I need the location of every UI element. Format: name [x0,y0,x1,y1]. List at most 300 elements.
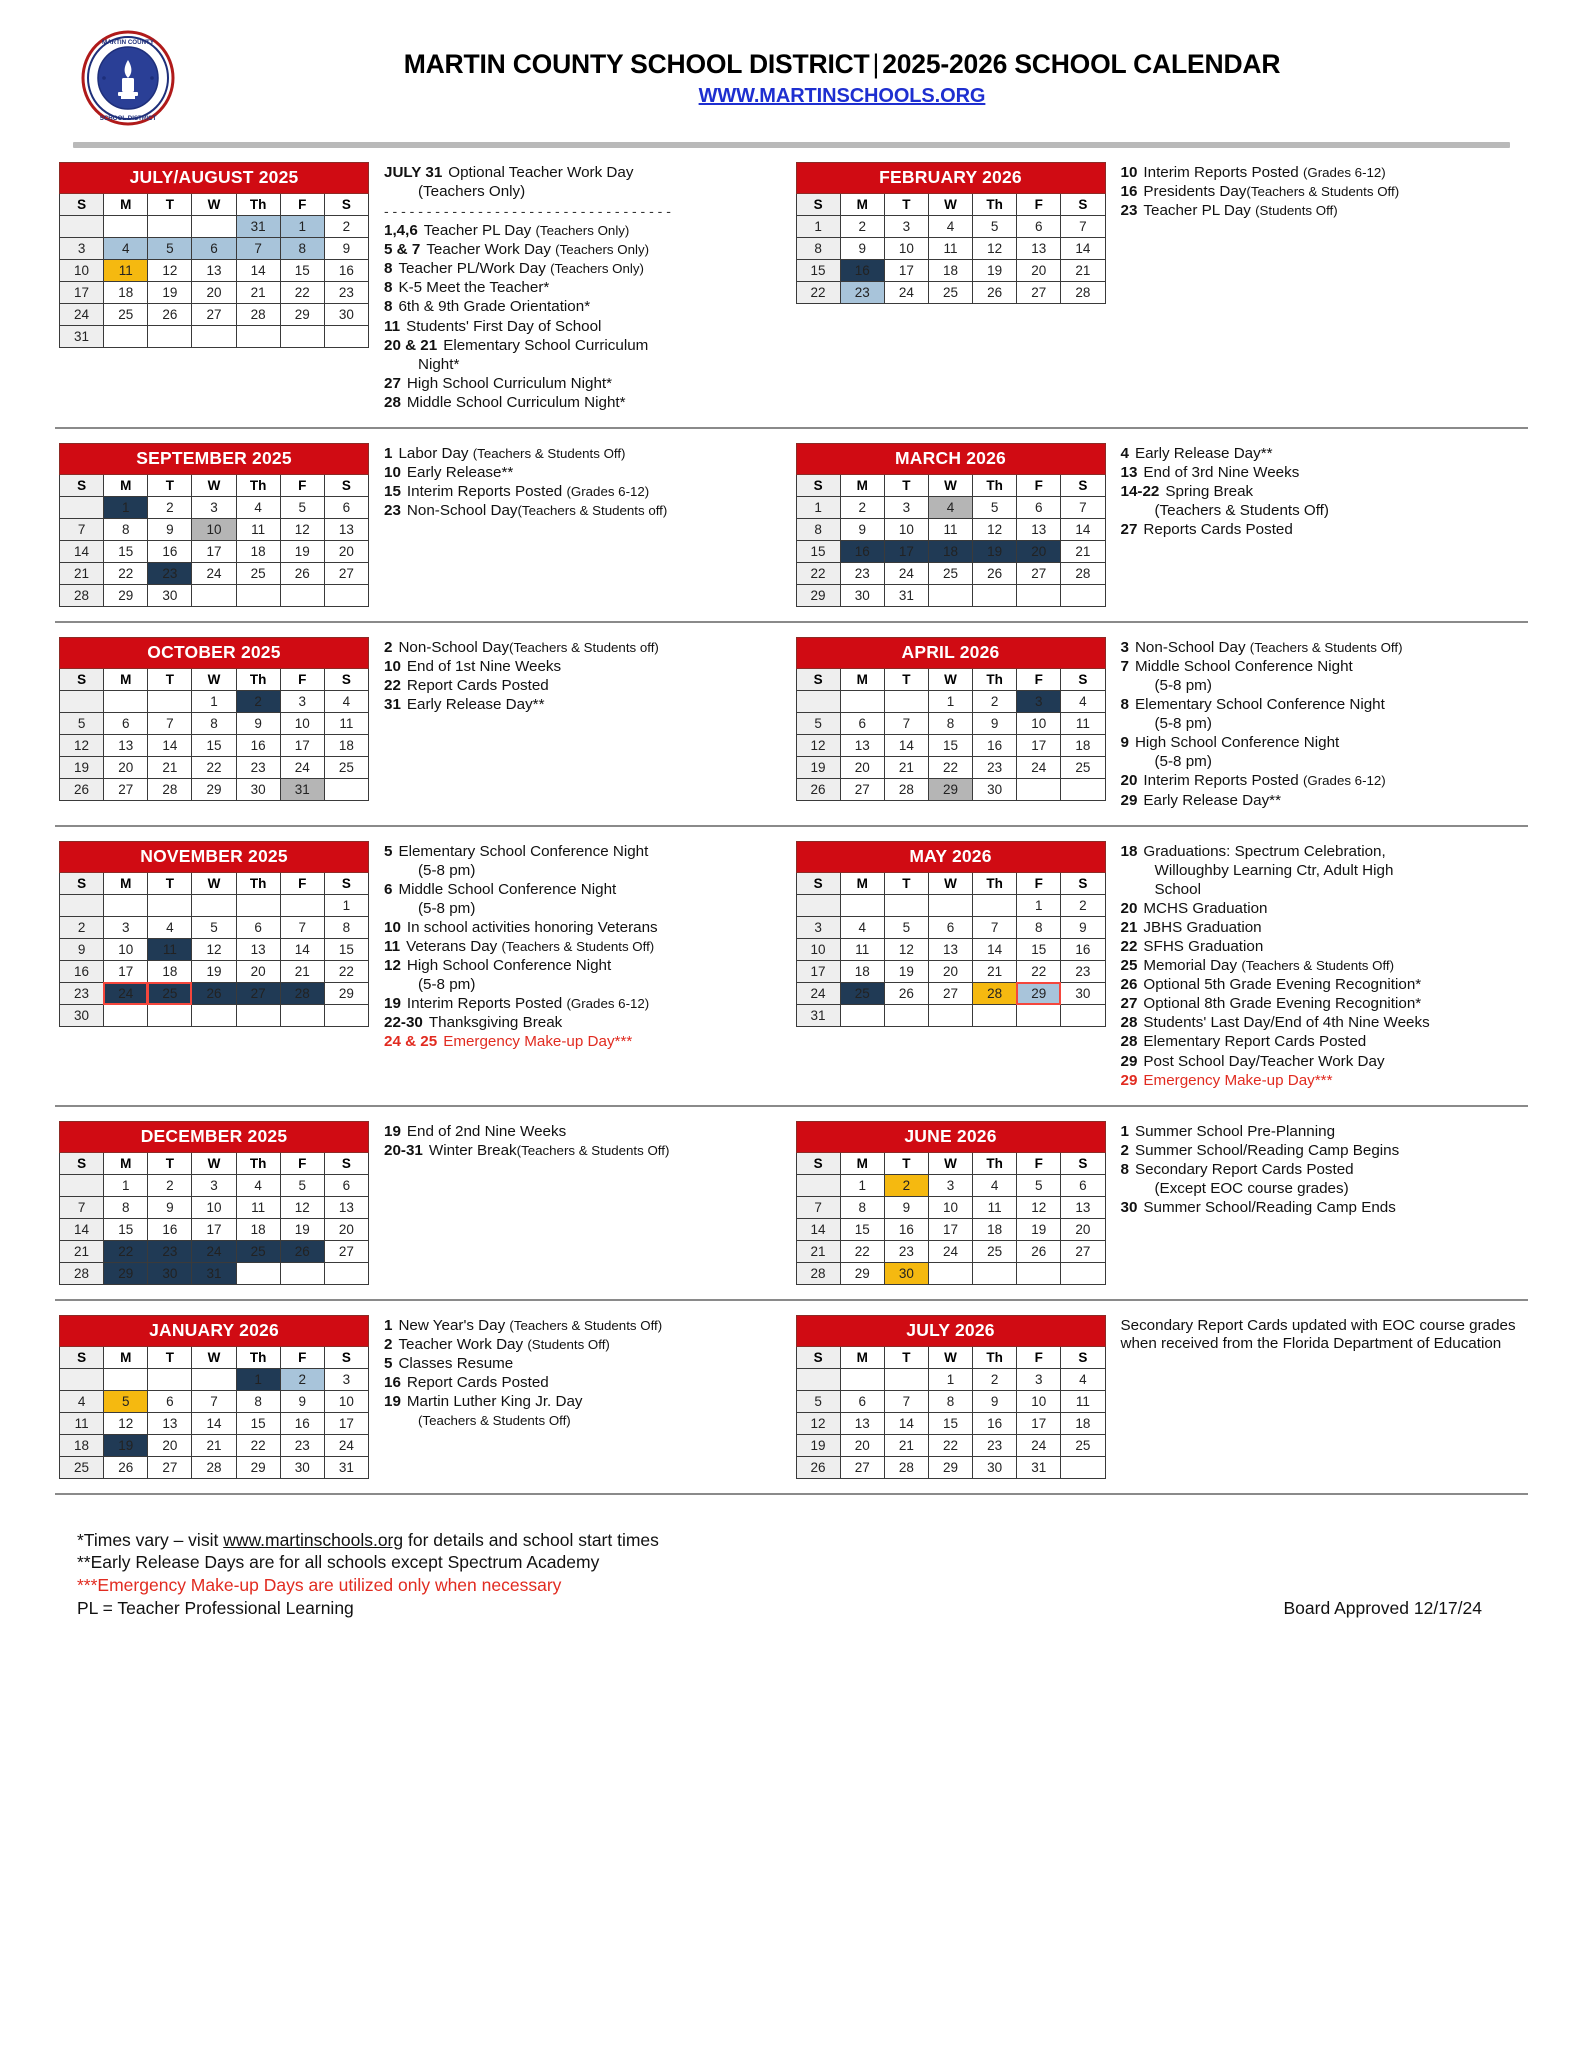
day-cell-feb-2026-18[interactable]: 18 [928,260,972,282]
day-cell-oct-2025-5[interactable]: 5 [60,712,104,734]
day-cell-jul-2026-28[interactable]: 28 [884,1456,928,1478]
day-cell-mar-2026-5[interactable]: 5 [973,496,1017,518]
day-cell-jan-2026-30[interactable]: 30 [280,1456,324,1478]
day-cell-jul-2026-3[interactable]: 3 [1017,1368,1061,1390]
day-cell-oct-2025-22[interactable]: 22 [192,756,236,778]
day-cell-jul-aug-2025-19[interactable]: 19 [148,282,192,304]
day-cell-sep-2025-24[interactable]: 24 [192,562,236,584]
day-cell-sep-2025-3[interactable]: 3 [192,496,236,518]
day-cell-may-2026-3[interactable]: 3 [796,916,840,938]
day-cell-apr-2026-27[interactable]: 27 [840,778,884,800]
day-cell-feb-2026-28[interactable]: 28 [1061,282,1105,304]
day-cell-jan-2026-3[interactable]: 3 [324,1368,368,1390]
day-cell-nov-2025-2[interactable]: 2 [60,916,104,938]
day-cell-jul-2026-14[interactable]: 14 [884,1412,928,1434]
day-cell-feb-2026-10[interactable]: 10 [884,238,928,260]
day-cell-jan-2026-14[interactable]: 14 [192,1412,236,1434]
day-cell-oct-2025-7[interactable]: 7 [148,712,192,734]
day-cell-oct-2025-18[interactable]: 18 [324,734,368,756]
day-cell-oct-2025-15[interactable]: 15 [192,734,236,756]
day-cell-jun-2026-4[interactable]: 4 [973,1174,1017,1196]
day-cell-dec-2025-29[interactable]: 29 [104,1262,148,1284]
day-cell-jun-2026-7[interactable]: 7 [796,1196,840,1218]
day-cell-jul-2026-31[interactable]: 31 [1017,1456,1061,1478]
day-cell-jul-aug-2025-24[interactable]: 24 [60,304,104,326]
day-cell-dec-2025-31[interactable]: 31 [192,1262,236,1284]
day-cell-oct-2025-13[interactable]: 13 [104,734,148,756]
day-cell-sep-2025-7[interactable]: 7 [60,518,104,540]
day-cell-apr-2026-4[interactable]: 4 [1061,690,1105,712]
day-cell-oct-2025-29[interactable]: 29 [192,778,236,800]
day-cell-feb-2026-9[interactable]: 9 [840,238,884,260]
day-cell-nov-2025-26[interactable]: 26 [192,982,236,1004]
day-cell-jul-2026-13[interactable]: 13 [840,1412,884,1434]
day-cell-jul-aug-2025-31[interactable]: 31 [60,326,104,348]
day-cell-jul-aug-2025-12[interactable]: 12 [148,260,192,282]
day-cell-jan-2026-19[interactable]: 19 [104,1434,148,1456]
day-cell-jun-2026-9[interactable]: 9 [884,1196,928,1218]
day-cell-jul-aug-2025-11[interactable]: 11 [104,260,148,282]
day-cell-mar-2026-7[interactable]: 7 [1061,496,1105,518]
day-cell-jul-aug-2025-3[interactable]: 3 [60,238,104,260]
day-cell-oct-2025-8[interactable]: 8 [192,712,236,734]
day-cell-may-2026-28[interactable]: 28 [973,982,1017,1004]
day-cell-apr-2026-2[interactable]: 2 [973,690,1017,712]
day-cell-jun-2026-11[interactable]: 11 [973,1196,1017,1218]
day-cell-jan-2026-18[interactable]: 18 [60,1434,104,1456]
day-cell-mar-2026-14[interactable]: 14 [1061,518,1105,540]
day-cell-jul-2026-6[interactable]: 6 [840,1390,884,1412]
day-cell-may-2026-13[interactable]: 13 [928,938,972,960]
day-cell-jul-2026-22[interactable]: 22 [928,1434,972,1456]
day-cell-mar-2026-25[interactable]: 25 [928,562,972,584]
day-cell-may-2026-6[interactable]: 6 [928,916,972,938]
day-cell-sep-2025-25[interactable]: 25 [236,562,280,584]
day-cell-dec-2025-27[interactable]: 27 [324,1240,368,1262]
day-cell-feb-2026-16[interactable]: 16 [840,260,884,282]
day-cell-jan-2026-5[interactable]: 5 [104,1390,148,1412]
day-cell-jun-2026-29[interactable]: 29 [840,1262,884,1284]
day-cell-feb-2026-24[interactable]: 24 [884,282,928,304]
day-cell-nov-2025-4[interactable]: 4 [148,916,192,938]
day-cell-sep-2025-22[interactable]: 22 [104,562,148,584]
day-cell-nov-2025-23[interactable]: 23 [60,982,104,1004]
day-cell-feb-2026-14[interactable]: 14 [1061,238,1105,260]
day-cell-mar-2026-20[interactable]: 20 [1017,540,1061,562]
day-cell-sep-2025-1[interactable]: 1 [104,496,148,518]
day-cell-sep-2025-10[interactable]: 10 [192,518,236,540]
day-cell-jan-2026-31[interactable]: 31 [324,1456,368,1478]
day-cell-jul-aug-2025-17[interactable]: 17 [60,282,104,304]
day-cell-nov-2025-24[interactable]: 24 [104,982,148,1004]
day-cell-sep-2025-29[interactable]: 29 [104,584,148,606]
day-cell-mar-2026-31[interactable]: 31 [884,584,928,606]
day-cell-feb-2026-12[interactable]: 12 [973,238,1017,260]
day-cell-jul-aug-2025-18[interactable]: 18 [104,282,148,304]
day-cell-jul-aug-2025-8[interactable]: 8 [280,238,324,260]
day-cell-jun-2026-20[interactable]: 20 [1061,1218,1105,1240]
day-cell-feb-2026-19[interactable]: 19 [973,260,1017,282]
day-cell-nov-2025-9[interactable]: 9 [60,938,104,960]
day-cell-jan-2026-21[interactable]: 21 [192,1434,236,1456]
day-cell-sep-2025-5[interactable]: 5 [280,496,324,518]
day-cell-jun-2026-18[interactable]: 18 [973,1218,1017,1240]
day-cell-feb-2026-13[interactable]: 13 [1017,238,1061,260]
day-cell-apr-2026-18[interactable]: 18 [1061,734,1105,756]
day-cell-jul-aug-2025-23[interactable]: 23 [324,282,368,304]
day-cell-may-2026-4[interactable]: 4 [840,916,884,938]
day-cell-may-2026-21[interactable]: 21 [973,960,1017,982]
day-cell-mar-2026-4[interactable]: 4 [928,496,972,518]
day-cell-apr-2026-11[interactable]: 11 [1061,712,1105,734]
day-cell-sep-2025-9[interactable]: 9 [148,518,192,540]
day-cell-mar-2026-3[interactable]: 3 [884,496,928,518]
day-cell-dec-2025-22[interactable]: 22 [104,1240,148,1262]
day-cell-apr-2026-19[interactable]: 19 [796,756,840,778]
day-cell-jan-2026-4[interactable]: 4 [60,1390,104,1412]
day-cell-may-2026-30[interactable]: 30 [1061,982,1105,1004]
day-cell-nov-2025-19[interactable]: 19 [192,960,236,982]
day-cell-jan-2026-26[interactable]: 26 [104,1456,148,1478]
day-cell-jul-aug-2025-26[interactable]: 26 [148,304,192,326]
day-cell-jan-2026-20[interactable]: 20 [148,1434,192,1456]
day-cell-oct-2025-25[interactable]: 25 [324,756,368,778]
day-cell-dec-2025-13[interactable]: 13 [324,1196,368,1218]
day-cell-oct-2025-16[interactable]: 16 [236,734,280,756]
day-cell-dec-2025-5[interactable]: 5 [280,1174,324,1196]
day-cell-sep-2025-4[interactable]: 4 [236,496,280,518]
day-cell-mar-2026-1[interactable]: 1 [796,496,840,518]
day-cell-oct-2025-27[interactable]: 27 [104,778,148,800]
day-cell-may-2026-16[interactable]: 16 [1061,938,1105,960]
day-cell-dec-2025-8[interactable]: 8 [104,1196,148,1218]
day-cell-nov-2025-18[interactable]: 18 [148,960,192,982]
day-cell-jan-2026-25[interactable]: 25 [60,1456,104,1478]
day-cell-may-2026-19[interactable]: 19 [884,960,928,982]
day-cell-jun-2026-8[interactable]: 8 [840,1196,884,1218]
day-cell-jul-aug-2025-15[interactable]: 15 [280,260,324,282]
day-cell-dec-2025-14[interactable]: 14 [60,1218,104,1240]
day-cell-apr-2026-15[interactable]: 15 [928,734,972,756]
day-cell-nov-2025-12[interactable]: 12 [192,938,236,960]
day-cell-sep-2025-21[interactable]: 21 [60,562,104,584]
day-cell-jul-aug-2025-14[interactable]: 14 [236,260,280,282]
day-cell-jul-2026-12[interactable]: 12 [796,1412,840,1434]
day-cell-jul-aug-2025-13[interactable]: 13 [192,260,236,282]
district-website-link[interactable]: WWW.MARTINSCHOOLS.ORG [698,84,986,107]
day-cell-jul-2026-7[interactable]: 7 [884,1390,928,1412]
day-cell-jul-aug-2025-25[interactable]: 25 [104,304,148,326]
day-cell-dec-2025-15[interactable]: 15 [104,1218,148,1240]
day-cell-oct-2025-6[interactable]: 6 [104,712,148,734]
day-cell-jul-2026-11[interactable]: 11 [1061,1390,1105,1412]
day-cell-sep-2025-17[interactable]: 17 [192,540,236,562]
day-cell-jun-2026-27[interactable]: 27 [1061,1240,1105,1262]
day-cell-nov-2025-5[interactable]: 5 [192,916,236,938]
footer-website-link[interactable]: www.martinschools.org [223,1529,404,1550]
day-cell-sep-2025-11[interactable]: 11 [236,518,280,540]
day-cell-mar-2026-17[interactable]: 17 [884,540,928,562]
day-cell-may-2026-22[interactable]: 22 [1017,960,1061,982]
day-cell-jul-2026-27[interactable]: 27 [840,1456,884,1478]
day-cell-dec-2025-11[interactable]: 11 [236,1196,280,1218]
day-cell-feb-2026-11[interactable]: 11 [928,238,972,260]
day-cell-nov-2025-11[interactable]: 11 [148,938,192,960]
day-cell-jul-aug-2025-7[interactable]: 7 [236,238,280,260]
day-cell-jul-2026-5[interactable]: 5 [796,1390,840,1412]
day-cell-feb-2026-1[interactable]: 1 [796,216,840,238]
day-cell-nov-2025-29[interactable]: 29 [324,982,368,1004]
day-cell-nov-2025-16[interactable]: 16 [60,960,104,982]
day-cell-jun-2026-13[interactable]: 13 [1061,1196,1105,1218]
day-cell-dec-2025-28[interactable]: 28 [60,1262,104,1284]
day-cell-apr-2026-26[interactable]: 26 [796,778,840,800]
day-cell-jul-aug-2025-27[interactable]: 27 [192,304,236,326]
day-cell-dec-2025-23[interactable]: 23 [148,1240,192,1262]
day-cell-oct-2025-12[interactable]: 12 [60,734,104,756]
day-cell-apr-2026-7[interactable]: 7 [884,712,928,734]
day-cell-may-2026-31[interactable]: 31 [796,1004,840,1026]
day-cell-jun-2026-3[interactable]: 3 [928,1174,972,1196]
day-cell-feb-2026-4[interactable]: 4 [928,216,972,238]
day-cell-jun-2026-10[interactable]: 10 [928,1196,972,1218]
day-cell-jul-2026-17[interactable]: 17 [1017,1412,1061,1434]
day-cell-dec-2025-2[interactable]: 2 [148,1174,192,1196]
day-cell-may-2026-27[interactable]: 27 [928,982,972,1004]
day-cell-feb-2026-25[interactable]: 25 [928,282,972,304]
day-cell-mar-2026-15[interactable]: 15 [796,540,840,562]
day-cell-feb-2026-15[interactable]: 15 [796,260,840,282]
day-cell-may-2026-17[interactable]: 17 [796,960,840,982]
day-cell-apr-2026-3[interactable]: 3 [1017,690,1061,712]
day-cell-mar-2026-10[interactable]: 10 [884,518,928,540]
day-cell-nov-2025-27[interactable]: 27 [236,982,280,1004]
day-cell-nov-2025-6[interactable]: 6 [236,916,280,938]
day-cell-jul-2026-1[interactable]: 1 [928,1368,972,1390]
day-cell-mar-2026-9[interactable]: 9 [840,518,884,540]
day-cell-mar-2026-21[interactable]: 21 [1061,540,1105,562]
day-cell-jul-2026-20[interactable]: 20 [840,1434,884,1456]
day-cell-may-2026-12[interactable]: 12 [884,938,928,960]
day-cell-may-2026-11[interactable]: 11 [840,938,884,960]
day-cell-nov-2025-15[interactable]: 15 [324,938,368,960]
day-cell-sep-2025-19[interactable]: 19 [280,540,324,562]
day-cell-sep-2025-16[interactable]: 16 [148,540,192,562]
day-cell-oct-2025-1[interactable]: 1 [192,690,236,712]
day-cell-nov-2025-7[interactable]: 7 [280,916,324,938]
day-cell-mar-2026-6[interactable]: 6 [1017,496,1061,518]
day-cell-jul-2026-29[interactable]: 29 [928,1456,972,1478]
day-cell-jul-aug-2025-4[interactable]: 4 [104,238,148,260]
day-cell-jun-2026-21[interactable]: 21 [796,1240,840,1262]
day-cell-feb-2026-20[interactable]: 20 [1017,260,1061,282]
day-cell-jul-2026-4[interactable]: 4 [1061,1368,1105,1390]
day-cell-oct-2025-24[interactable]: 24 [280,756,324,778]
day-cell-may-2026-8[interactable]: 8 [1017,916,1061,938]
day-cell-dec-2025-18[interactable]: 18 [236,1218,280,1240]
day-cell-jul-aug-2025-9[interactable]: 9 [324,238,368,260]
day-cell-jul-2026-24[interactable]: 24 [1017,1434,1061,1456]
day-cell-jul-2026-19[interactable]: 19 [796,1434,840,1456]
day-cell-mar-2026-12[interactable]: 12 [973,518,1017,540]
day-cell-may-2026-5[interactable]: 5 [884,916,928,938]
day-cell-jun-2026-15[interactable]: 15 [840,1218,884,1240]
day-cell-jul-aug-2025-29[interactable]: 29 [280,304,324,326]
day-cell-dec-2025-26[interactable]: 26 [280,1240,324,1262]
day-cell-apr-2026-5[interactable]: 5 [796,712,840,734]
day-cell-jul-2026-10[interactable]: 10 [1017,1390,1061,1412]
day-cell-jul-aug-2025-21[interactable]: 21 [236,282,280,304]
day-cell-nov-2025-3[interactable]: 3 [104,916,148,938]
day-cell-jan-2026-16[interactable]: 16 [280,1412,324,1434]
day-cell-nov-2025-20[interactable]: 20 [236,960,280,982]
day-cell-nov-2025-30[interactable]: 30 [60,1004,104,1026]
day-cell-jul-aug-2025-2[interactable]: 2 [324,216,368,238]
day-cell-oct-2025-3[interactable]: 3 [280,690,324,712]
day-cell-apr-2026-1[interactable]: 1 [928,690,972,712]
day-cell-mar-2026-29[interactable]: 29 [796,584,840,606]
day-cell-jun-2026-5[interactable]: 5 [1017,1174,1061,1196]
day-cell-jul-2026-23[interactable]: 23 [973,1434,1017,1456]
day-cell-mar-2026-16[interactable]: 16 [840,540,884,562]
day-cell-mar-2026-2[interactable]: 2 [840,496,884,518]
day-cell-jul-2026-2[interactable]: 2 [973,1368,1017,1390]
day-cell-jun-2026-22[interactable]: 22 [840,1240,884,1262]
day-cell-jan-2026-22[interactable]: 22 [236,1434,280,1456]
day-cell-sep-2025-8[interactable]: 8 [104,518,148,540]
day-cell-oct-2025-30[interactable]: 30 [236,778,280,800]
day-cell-jan-2026-6[interactable]: 6 [148,1390,192,1412]
day-cell-jun-2026-25[interactable]: 25 [973,1240,1017,1262]
day-cell-oct-2025-31[interactable]: 31 [280,778,324,800]
day-cell-jul-aug-2025-1[interactable]: 1 [280,216,324,238]
day-cell-apr-2026-21[interactable]: 21 [884,756,928,778]
day-cell-may-2026-26[interactable]: 26 [884,982,928,1004]
day-cell-apr-2026-8[interactable]: 8 [928,712,972,734]
day-cell-oct-2025-2[interactable]: 2 [236,690,280,712]
day-cell-sep-2025-27[interactable]: 27 [324,562,368,584]
day-cell-feb-2026-22[interactable]: 22 [796,282,840,304]
day-cell-feb-2026-2[interactable]: 2 [840,216,884,238]
day-cell-apr-2026-16[interactable]: 16 [973,734,1017,756]
day-cell-jul-2026-18[interactable]: 18 [1061,1412,1105,1434]
day-cell-jan-2026-9[interactable]: 9 [280,1390,324,1412]
day-cell-jan-2026-24[interactable]: 24 [324,1434,368,1456]
day-cell-apr-2026-10[interactable]: 10 [1017,712,1061,734]
day-cell-jul-2026-25[interactable]: 25 [1061,1434,1105,1456]
day-cell-oct-2025-28[interactable]: 28 [148,778,192,800]
day-cell-feb-2026-23[interactable]: 23 [840,282,884,304]
day-cell-nov-2025-21[interactable]: 21 [280,960,324,982]
day-cell-oct-2025-17[interactable]: 17 [280,734,324,756]
day-cell-apr-2026-25[interactable]: 25 [1061,756,1105,778]
day-cell-apr-2026-30[interactable]: 30 [973,778,1017,800]
day-cell-apr-2026-17[interactable]: 17 [1017,734,1061,756]
day-cell-oct-2025-26[interactable]: 26 [60,778,104,800]
day-cell-apr-2026-29[interactable]: 29 [928,778,972,800]
day-cell-mar-2026-13[interactable]: 13 [1017,518,1061,540]
day-cell-nov-2025-8[interactable]: 8 [324,916,368,938]
day-cell-may-2026-2[interactable]: 2 [1061,894,1105,916]
day-cell-apr-2026-14[interactable]: 14 [884,734,928,756]
day-cell-jun-2026-6[interactable]: 6 [1061,1174,1105,1196]
day-cell-jan-2026-29[interactable]: 29 [236,1456,280,1478]
day-cell-sep-2025-13[interactable]: 13 [324,518,368,540]
day-cell-feb-2026-5[interactable]: 5 [973,216,1017,238]
day-cell-jul-2026-30[interactable]: 30 [973,1456,1017,1478]
day-cell-may-2026-18[interactable]: 18 [840,960,884,982]
day-cell-jan-2026-13[interactable]: 13 [148,1412,192,1434]
day-cell-dec-2025-19[interactable]: 19 [280,1218,324,1240]
day-cell-jun-2026-1[interactable]: 1 [840,1174,884,1196]
day-cell-feb-2026-21[interactable]: 21 [1061,260,1105,282]
day-cell-dec-2025-6[interactable]: 6 [324,1174,368,1196]
day-cell-jun-2026-16[interactable]: 16 [884,1218,928,1240]
day-cell-jun-2026-30[interactable]: 30 [884,1262,928,1284]
day-cell-mar-2026-30[interactable]: 30 [840,584,884,606]
day-cell-sep-2025-20[interactable]: 20 [324,540,368,562]
day-cell-mar-2026-24[interactable]: 24 [884,562,928,584]
day-cell-dec-2025-4[interactable]: 4 [236,1174,280,1196]
day-cell-may-2026-23[interactable]: 23 [1061,960,1105,982]
day-cell-dec-2025-12[interactable]: 12 [280,1196,324,1218]
day-cell-sep-2025-2[interactable]: 2 [148,496,192,518]
day-cell-sep-2025-14[interactable]: 14 [60,540,104,562]
day-cell-mar-2026-22[interactable]: 22 [796,562,840,584]
day-cell-sep-2025-6[interactable]: 6 [324,496,368,518]
day-cell-nov-2025-1[interactable]: 1 [324,894,368,916]
day-cell-nov-2025-14[interactable]: 14 [280,938,324,960]
day-cell-dec-2025-10[interactable]: 10 [192,1196,236,1218]
day-cell-jul-2026-21[interactable]: 21 [884,1434,928,1456]
day-cell-jul-aug-2025-6[interactable]: 6 [192,238,236,260]
day-cell-jul-2026-9[interactable]: 9 [973,1390,1017,1412]
day-cell-jul-aug-2025-16[interactable]: 16 [324,260,368,282]
day-cell-dec-2025-21[interactable]: 21 [60,1240,104,1262]
day-cell-dec-2025-17[interactable]: 17 [192,1218,236,1240]
day-cell-oct-2025-21[interactable]: 21 [148,756,192,778]
day-cell-may-2026-20[interactable]: 20 [928,960,972,982]
day-cell-jul-aug-2025-31[interactable]: 31 [236,216,280,238]
day-cell-oct-2025-23[interactable]: 23 [236,756,280,778]
day-cell-oct-2025-4[interactable]: 4 [324,690,368,712]
day-cell-feb-2026-3[interactable]: 3 [884,216,928,238]
day-cell-mar-2026-27[interactable]: 27 [1017,562,1061,584]
day-cell-mar-2026-8[interactable]: 8 [796,518,840,540]
day-cell-oct-2025-19[interactable]: 19 [60,756,104,778]
day-cell-jan-2026-2[interactable]: 2 [280,1368,324,1390]
day-cell-jan-2026-1[interactable]: 1 [236,1368,280,1390]
day-cell-jun-2026-2[interactable]: 2 [884,1174,928,1196]
day-cell-dec-2025-16[interactable]: 16 [148,1218,192,1240]
day-cell-mar-2026-28[interactable]: 28 [1061,562,1105,584]
day-cell-oct-2025-14[interactable]: 14 [148,734,192,756]
day-cell-jun-2026-26[interactable]: 26 [1017,1240,1061,1262]
day-cell-jan-2026-17[interactable]: 17 [324,1412,368,1434]
day-cell-oct-2025-10[interactable]: 10 [280,712,324,734]
day-cell-apr-2026-9[interactable]: 9 [973,712,1017,734]
day-cell-may-2026-24[interactable]: 24 [796,982,840,1004]
day-cell-feb-2026-27[interactable]: 27 [1017,282,1061,304]
day-cell-nov-2025-17[interactable]: 17 [104,960,148,982]
day-cell-feb-2026-8[interactable]: 8 [796,238,840,260]
day-cell-mar-2026-18[interactable]: 18 [928,540,972,562]
day-cell-jun-2026-28[interactable]: 28 [796,1262,840,1284]
day-cell-apr-2026-28[interactable]: 28 [884,778,928,800]
day-cell-mar-2026-23[interactable]: 23 [840,562,884,584]
day-cell-feb-2026-17[interactable]: 17 [884,260,928,282]
day-cell-jul-aug-2025-30[interactable]: 30 [324,304,368,326]
